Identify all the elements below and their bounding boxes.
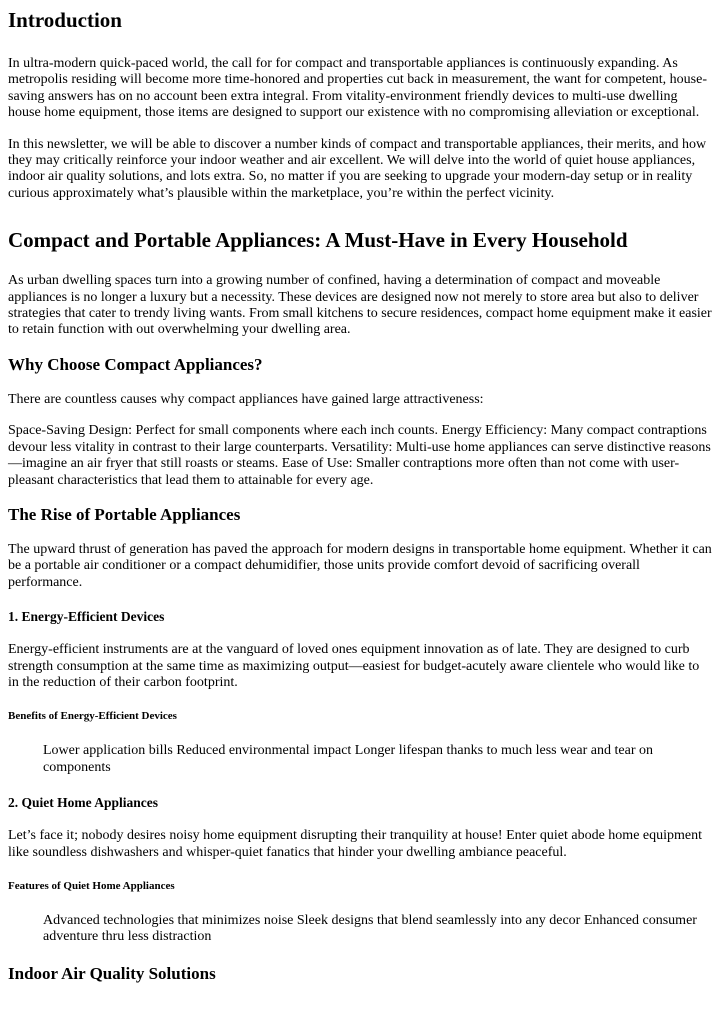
- quiet-features-list: Advanced technologies that minimizes noise Sleek designs that blend seamlessly into any decor Enhanced consumer adventure thru less distraction: [43, 912, 697, 945]
- heading-quiet-features: Features of Quiet Home Appliances: [8, 879, 175, 892]
- heading-quiet-appliances: 2. Quiet Home Appliances: [8, 795, 159, 811]
- intro-paragraph-2: In this newsletter, we will be able to discover a number kinds of compact and transportable appliances, their merits, and how they may critically reinforce your indoor weather and air excellent. We will delve into the world of quiet house appliances, indoor air quality solutions, and lots extra. So, no matter if you are seeking to upgrade your modern-day setup or in reality curious approximately what’s plausible within the marketplace, you’re within the perfect vicinity.: [8, 136, 707, 201]
- quiet-paragraph: Let’s face it; nobody desires noisy home equipment disrupting their tranquility at house! Enter quiet abode home equipment like soundless dishwashers and whisper-quiet fanatics that hinder your dwelling ambiance peaceful.: [8, 828, 703, 860]
- energy-benefits-list: Lower application bills Reduced environmental impact Longer lifespan thanks to much less wear and tear on components: [43, 743, 653, 775]
- heading-compact-portable: Compact and Portable Appliances: A Must-Have in Every Household: [8, 228, 628, 253]
- heading-rise-portable: The Rise of Portable Appliances: [8, 504, 241, 524]
- heading-indoor-air-quality: Indoor Air Quality Solutions: [8, 963, 216, 983]
- energy-paragraph: Energy-efficient instruments are at the vanguard of loved ones equipment innovation as of late. They are designed to curb strength consumption at the same time as maximizing output—easiest for budget-acutely aware clientele who would like to in the reduction of their carbon footprint.: [8, 642, 700, 690]
- intro-paragraph-1: In ultra-modern quick-paced world, the call for for compact and transportable appliances is continuously expanding. As metropolis residing will become more time-honored and properties cut back in measurement, the want for competent, house-saving answers has on no account been extra integral. From vitality-environment friendly devices to multi-use dwelling house home equipment, those items are designed to support our existence with no compromising alleviation or exceptional.: [8, 56, 708, 121]
- heading-energy-benefits: Benefits of Energy-Efficient Devices: [8, 710, 177, 723]
- heading-why-choose: Why Choose Compact Appliances?: [8, 354, 263, 374]
- rise-paragraph: The upward thrust of generation has paved the approach for modern designs in transportable home equipment. Whether it can be a portable air conditioner or a compact dehumidifier, those units provide comfort devoid of sacrificing overall performance.: [8, 541, 712, 590]
- compact-paragraph: As urban dwelling spaces turn into a growing number of confined, having a determination of compact and moveable appliances is no longer a luxury but a necessity. These devices are designed now not merely to store area but also to deliver strategies that cater to trendy living wants. From small kitchens to secure residences, compact home equipment make it easier to retain function with out overwhelming your dwelling area.: [8, 273, 712, 338]
- heading-introduction: Introduction: [8, 8, 122, 32]
- why-paragraph-1: There are countless causes why compact appliances have gained large attractiveness:: [8, 391, 484, 407]
- heading-energy-efficient: 1. Energy-Efficient Devices: [8, 609, 165, 625]
- why-paragraph-2: Space-Saving Design: Perfect for small components where each inch counts. Energy Efficiency: Many compact contraptions devour less vitality in contrast to their large counterparts. Versatility: Multi-use home appliances can serve distinctive reasons—imagine an air fryer that still roasts or steams. Ease of Use: Smaller contraptions more often than not come with user-pleasant characteristics that lead them to attainable for every age.: [8, 423, 711, 488]
- article: [0, 7, 720, 985]
